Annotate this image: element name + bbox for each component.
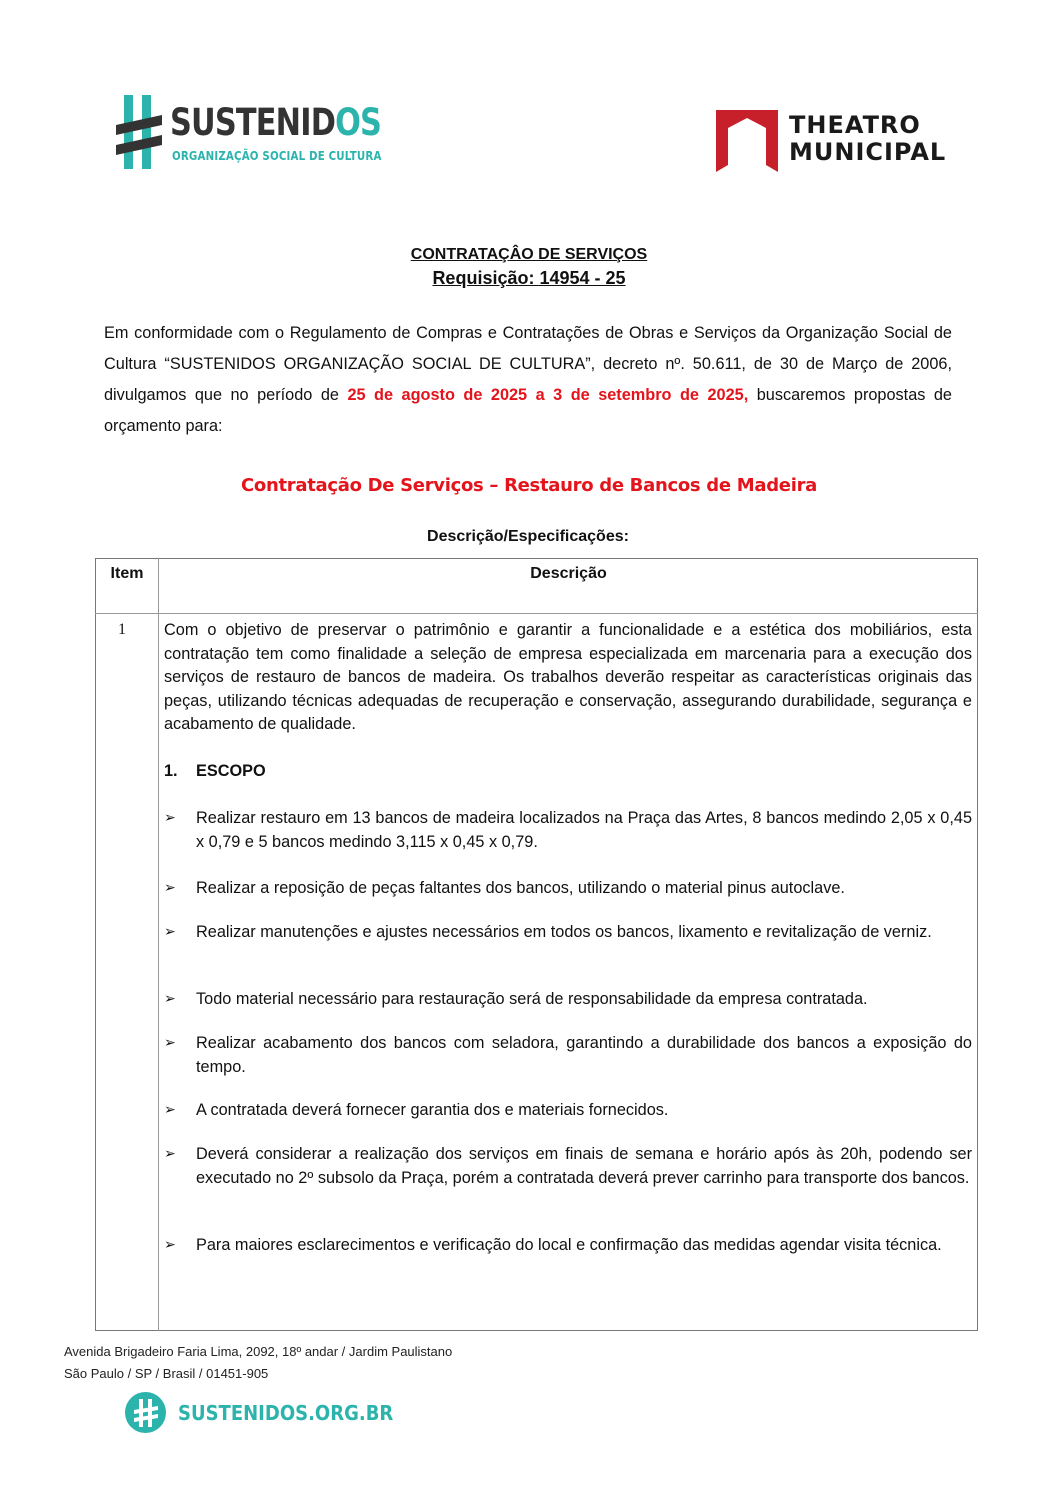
theatro-arch-icon [716, 110, 778, 172]
scope-bullet: ➢ Deverá considerar a realização dos serviços em finais de semana e horário após às 20h, podendo ser executado no 2º subsolo da Praça, porém a contratada deverá prever carrinho para transporte dos bancos. [164, 1145, 972, 1187]
theatro-municipal-logo [716, 108, 956, 174]
hash-circle-icon [125, 1392, 166, 1433]
table-header-item: Item [110, 565, 144, 582]
footer-website-logo [125, 1392, 394, 1434]
scope-bullet: ➢ Realizar a reposição de peças faltantes dos bancos, utilizando o material pinus autoclave. [164, 877, 972, 901]
arrow-bullet-icon: ➢ [164, 1237, 176, 1253]
scope-bullet: ➢ Realizar restauro em 13 bancos de madeira localizados na Praça das Artes, 8 bancos medindo 2,05 x 0,45 x 0,79 e 5 bancos medindo 3,115 x 0,45 x 0,79. [164, 809, 972, 851]
footer-address-line1: Avenida Brigadeiro Faria Lima, 2092, 18º andar / Jardim Paulistano [64, 1344, 453, 1359]
table-column-divider [158, 558, 159, 1331]
arrow-bullet-icon: ➢ [164, 1146, 176, 1162]
sustenidos-logo [116, 95, 382, 170]
description-heading: Descrição/Especificações: [427, 528, 629, 545]
footer-address-line2: São Paulo / SP / Brasil / 01451-905 [64, 1366, 269, 1381]
arrow-bullet-icon: ➢ [164, 810, 176, 826]
table-cell-intro: Com o objetivo de preservar o patrimônio e garantir a funcionalidade e a estética dos mobiliários, esta contratação tem como finalidade a seleção de empresa especializada em marcenaria para a execução dos serviços de restauro de bancos de madeira. Os trabalhos deverão respeitar as características originais das peças, utilizando técnicas adequadas de recuperação e conservação, assegurando durabilidade, segurança e acabamento de qualidade. [164, 621, 972, 734]
arrow-bullet-icon: ➢ [164, 991, 176, 1007]
intro-paragraph: Em conformidade com o Regulamento de Compras e Contratações de Obras e Serviços da Organização Social de Cultura “SUSTENIDOS ORGANIZAÇÃO SOCIAL DE CULTURA”, decreto nº. 50.611, de 30 de Março de 2006, divulgamos que no período de 25 de agosto de 2025 a 3 de setembro de 2025, buscaremos propostas de orçamento para: [104, 324, 952, 435]
sustenidos-subtitle: ORGANIZAÇÃO SOCIAL DE CULTURA [172, 148, 382, 163]
hash-logo-icon [116, 95, 162, 169]
table-cell-item-number: 1 [118, 621, 126, 638]
arrow-bullet-icon: ➢ [164, 1102, 176, 1118]
theatro-municipal-wordmark: THEATRO MUNICIPAL [789, 111, 947, 166]
table-header-description: Descrição [530, 565, 607, 582]
scope-bullet: ➢ Todo material necessário para restauração será de responsabilidade da empresa contratada. [164, 988, 972, 1012]
arrow-bullet-icon: ➢ [164, 924, 176, 940]
period-highlight: 25 de agosto de 2025 a 3 de setembro de 2025, [347, 386, 749, 404]
document-title: CONTRATAÇÂO DE SERVIÇOS [410, 246, 648, 263]
table-header-divider [95, 613, 978, 614]
arrow-bullet-icon: ➢ [164, 1035, 176, 1051]
arrow-bullet-icon: ➢ [164, 880, 176, 896]
service-title: Contratação De Serviços – Restauro de Bancos de Madeira [241, 475, 817, 496]
scope-heading: 1. ESCOPO [164, 762, 266, 780]
sustenidos-wordmark: SUSTENIDOS [170, 101, 382, 144]
website-link[interactable]: SUSTENIDOS.ORG.BR [178, 1401, 394, 1425]
scope-bullet: ➢ A contratada deverá fornecer garantia dos e materiais fornecidos. [164, 1099, 972, 1123]
scope-bullet: ➢ Realizar manutenções e ajustes necessários em todos os bancos, lixamento e revitalização de verniz. [164, 921, 972, 945]
scope-bullet: ➢ Para maiores esclarecimentos e verificação do local e confirmação das medidas agendar visita técnica. [164, 1234, 972, 1258]
scope-bullet: ➢ Realizar acabamento dos bancos com seladora, garantindo a durabilidade dos bancos a exposição do tempo. [164, 1034, 972, 1076]
requisition-number: Requisição: 14954 - 25 [432, 268, 626, 288]
